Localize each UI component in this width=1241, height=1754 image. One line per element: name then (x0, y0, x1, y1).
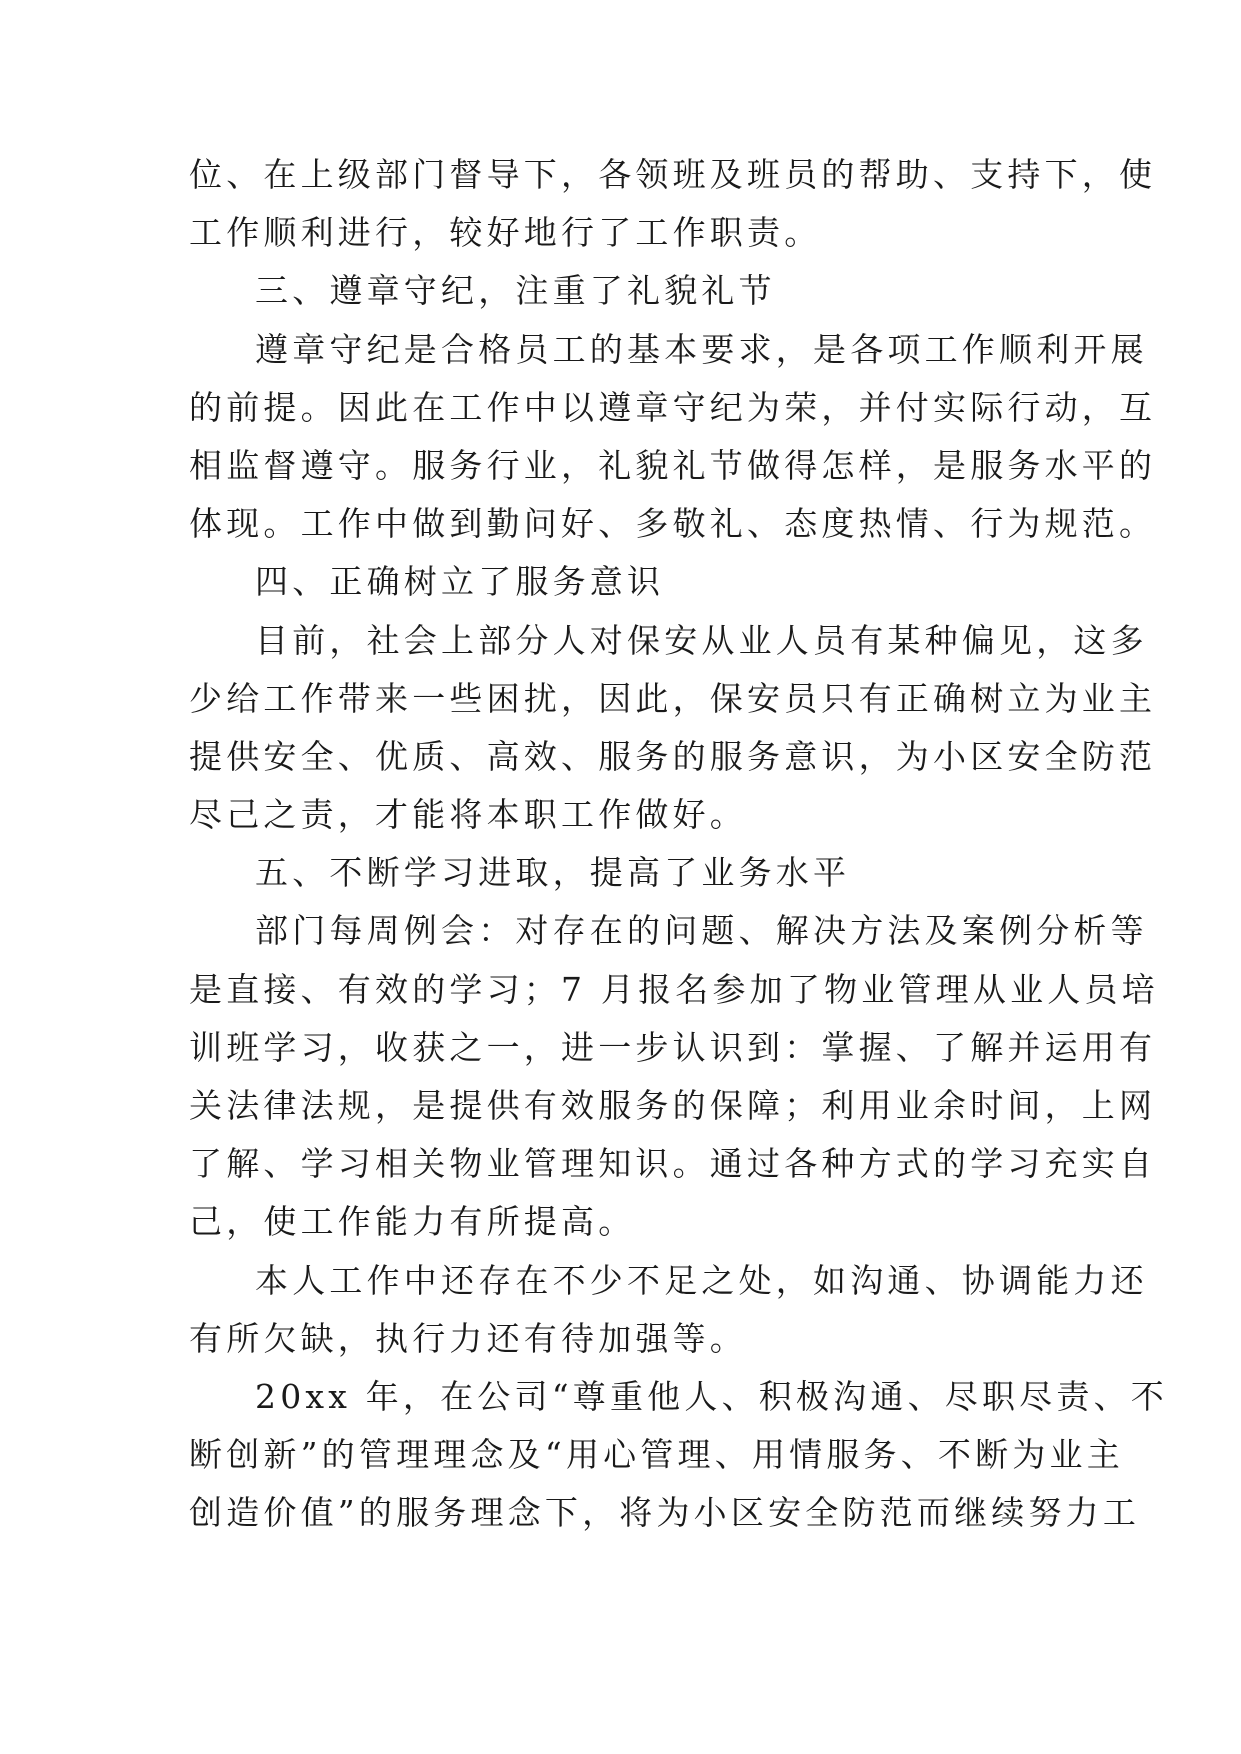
text-line: 尽己之责，才能将本职工作做好。 (189, 795, 747, 835)
section-heading: 五、不断学习进取，提高了业务水平 (255, 853, 851, 893)
text-line: 工作顺利进行，较好地行了工作职责。 (189, 213, 822, 253)
text-line: 位、在上级部门督导下，各领班及班员的帮助、支持下，使 (189, 155, 1157, 194)
text-line: 是直接、有效的学习；7 月报名参加了物业管理从业人员培 (189, 969, 1159, 1009)
text-line: 体现。工作中做到勤问好、多敬礼、态度热情、行为规范。 (189, 504, 1157, 544)
text-line: 己，使工作能力有所提高。 (189, 1202, 636, 1242)
section-heading: 四、正确树立了服务意识 (255, 562, 665, 602)
section-heading: 三、遵章守纪，注重了礼貌礼节 (255, 271, 776, 311)
text-line: 少给工作带来一些困扰，因此，保安员只有正确树立为业主 (189, 678, 1157, 718)
text-line: 20xx 年，在公司“尊重他人、积极沟通、尽职尽责、不 (255, 1376, 1168, 1416)
text-line: 目前，社会上部分人对保安从业人员有某种偏见，这多 (255, 620, 1148, 660)
text-line: 断创新”的管理理念及“用心管理、用情服务、不断为业主 (189, 1435, 1124, 1475)
text-line: 了解、学习相关物业管理知识。通过各种方式的学习充实自 (189, 1144, 1157, 1184)
text-line: 部门每周例会：对存在的问题、解决方法及案例分析等 (255, 911, 1148, 951)
text-line: 创造价值”的服务理念下，将为小区安全防范而继续努力工 (189, 1493, 1141, 1533)
text-line: 的前提。因此在工作中以遵章守纪为荣，并付实际行动，互 (189, 387, 1157, 427)
document-page (189, 146, 1168, 1543)
text-line: 关法律法规，是提供有效服务的保障；利用业余时间，上网 (189, 1086, 1157, 1125)
text-line: 提供安全、优质、高效、服务的服务意识，为小区安全防范 (189, 736, 1157, 776)
text-line: 训班学习，收获之一，进一步认识到：掌握、了解并运用有 (189, 1027, 1157, 1067)
text-line: 遵章守纪是合格员工的基本要求，是各项工作顺利开展 (255, 329, 1148, 369)
text-line: 本人工作中还存在不少不足之处，如沟通、协调能力还 (255, 1260, 1148, 1300)
text-line: 相监督遵守。服务行业，礼貌礼节做得怎样，是服务水平的 (189, 445, 1157, 485)
text-line: 有所欠缺，执行力还有待加强等。 (189, 1318, 747, 1358)
